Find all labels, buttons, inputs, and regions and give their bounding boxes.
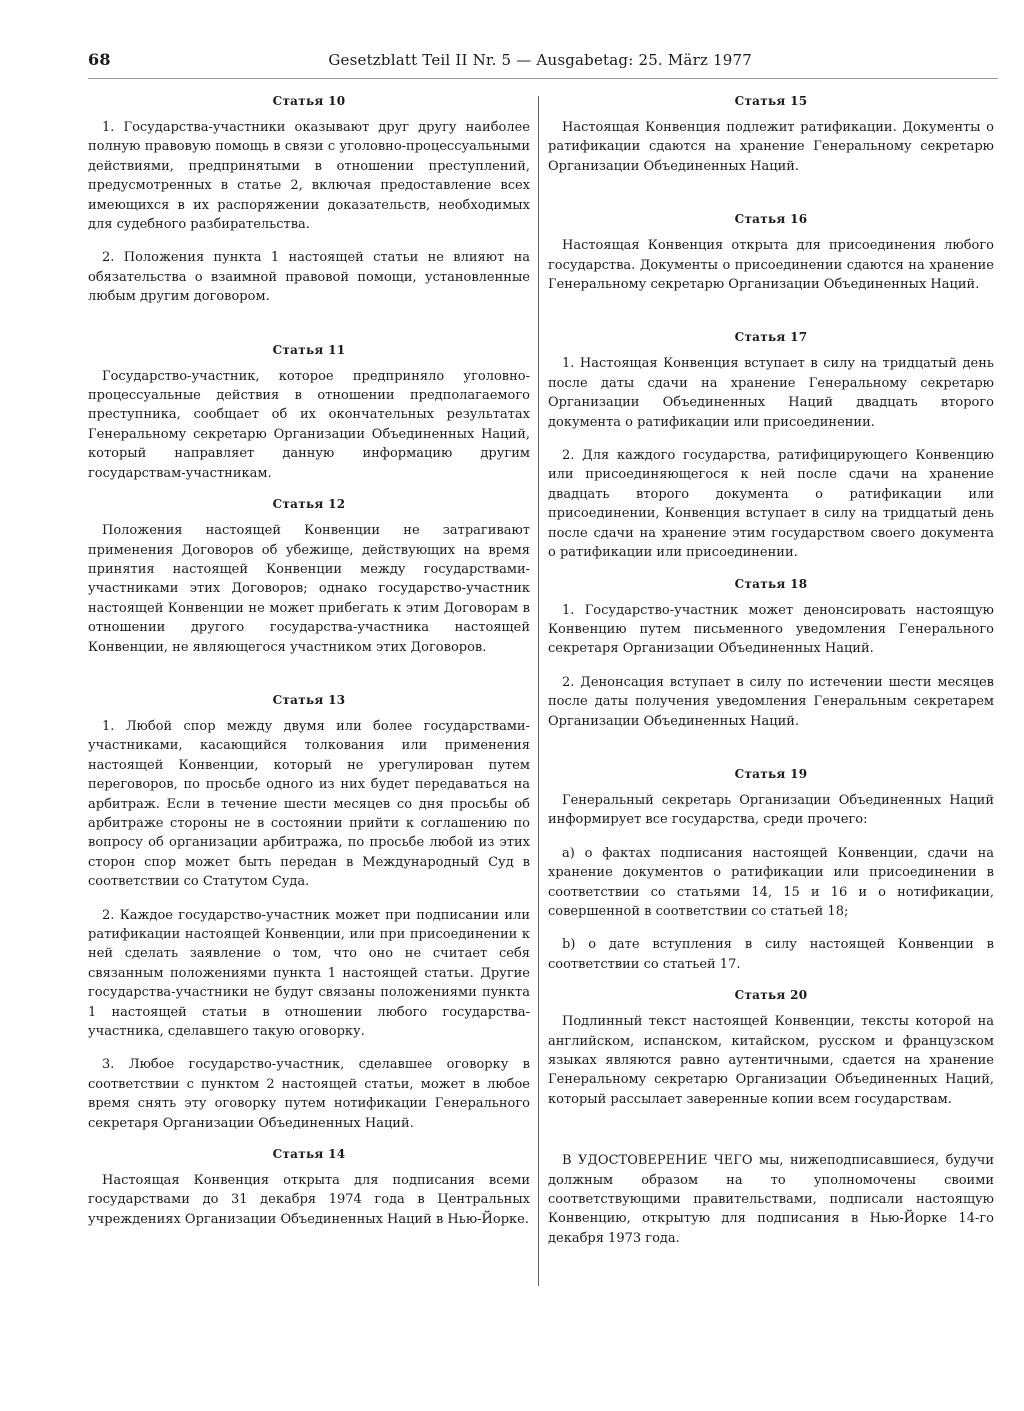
article-10-paragraph-2: 2. Положения пункта 1 настоящей статьи не влияют на обязательства о взаимной правовой помощи, установленные любым другим договором. [88,250,530,305]
article-19-title: Статья 19 [734,766,808,781]
article-13-paragraph-1: 1. Любой спор между двумя или более государствами-участниками, касающийся толкования или применения настоящей Конвенции, который не урегулирован путем переговоров, по просьбе одного из них будет передаваться на арбитраж. Если в течение шести месяцев со дня просьбы об арбитраже стороны не в состоянии прийти к соглашению по вопросу об организации арбитража, по просьбе любой из этих сторон спор может быть передан в Международный Суд в соответствии со Статутом Суда. [88,718,530,890]
article-18-paragraph-2: 2. Денонсация вступает в силу по истечении шести месяцев после даты получения уведомления Генеральным секретарем Организации Объединенных Наций. [548,674,994,729]
article-14-paragraph-1: Настоящая Конвенция открыта для подписания всеми государствами до 31 декабря 1974 года в Центральных учреждениях Организации Объединенных Наций в Нью-Йорке. [88,1173,530,1227]
article-10-paragraph-1: 1. Государства-участники оказывают друг другу наиболее полную правовую помощь в связи с уголовно-процессуальными действиями, предпринятыми в отношении преступлений, предусмотренных в статье 2, включая предоставление всех имеющихся в их распоряжении доказательств, необходимых для судебного разбирательства. [88,120,530,233]
article-13-paragraph-2: 2. Каждое государство-участник может при подписании или ратификации настоящей Конвенции, или при присоединении к ней сделать заявление о том, что оно не считает себя связанным положениями пункта 1 настоящей статьи. Другие государства-участники не будут связаны положениями пункта 1 настоящей статьи в отношении любого государства-участника, сделавшего такую оговорку. [88,907,530,1040]
closing-paragraph: В УДОСТОВЕРЕНИЕ ЧЕГО мы, нижеподписавшиеся, будучи должным образом на то уполномочены своими соответствующими правительствами, подписали настоящую Конвенцию, открытую для подписания в Нью-Йорке 14-го декабря 1973 года. [548,1153,994,1246]
article-20-title: Статья 20 [734,988,808,1003]
article-13-title: Статья 13 [272,692,346,707]
right-column [548,90,994,1262]
article-12-title: Статья 12 [272,497,346,512]
article-13-paragraph-3: 3. Любое государство-участник, сделавшее оговорку в соответствии с пунктом 2 настоящей статьи, может в любое время снять эту оговорку путем нотификации Генерального секретаря Организации Объединенных Наций. [88,1057,530,1131]
article-17-paragraph-1: 1. Настоящая Конвенция вступает в силу на тридцатый день после даты сдачи на хранение Генеральному секретарю Организации Объединенных Наций двадцать второго документа о ратификации или присоединении. [548,356,994,430]
article-15-paragraph-1: Настоящая Конвенция подлежит ратификации. Документы о ратификации сдаются на хранение Генеральному секретарю Организации Объединенных Наций. [548,120,994,174]
column-divider [538,96,539,1286]
article-20-paragraph-1: Подлинный текст настоящей Конвенции, тексты которой на английском, испанском, китайском, русском и французском языках являются равно аутентичными, сдается на хранение Генеральному секретарю Организации Объединенных Наций, который рассылает заверенные копии всем государствам. [548,1014,994,1107]
article-19-item-a: a) о фактах подписания настоящей Конвенции, сдачи на хранение документов о ратификации или присоединении в соответствии со статьями 14, 15 и 16 и о нотификации, совершенной в соответствии со статьей 18; [548,845,994,919]
header-rule [88,78,998,79]
article-18-paragraph-1: 1. Государство-участник может денонсировать настоящую Конвенцию путем письменного уведомления Генерального секретаря Организации Объединенных Наций. [548,602,994,657]
article-19-paragraph-1: Генеральный секретарь Организации Объединенных Наций информирует все государства, среди прочего: [548,792,994,828]
article-19-item-b: b) о дате вступления в силу настоящей Конвенции в соответствии со статьей 17. [548,937,994,972]
article-11-paragraph-1: Государство-участник, которое предприняло уголовно-процессуальные действия в отношении предполагаемого преступника, сообщает об их окончательных результатах Генеральному секретарю Организации Объединенных Наций, который направляет данную информацию другим государствам-участникам. [88,368,530,481]
article-11-title: Статья 11 [272,342,346,357]
article-17-paragraph-2: 2. Для каждого государства, ратифицирующего Конвенцию или присоединяющегося к ней после сдачи на хранение двадцать второго документа о ратификации или присоединении, Конвенция вступает в силу на тридцатый день после сдачи на хранение этим государством своего документа о ратификации или присоединении. [548,448,994,561]
article-14-title: Статья 14 [272,1147,346,1162]
header-title: Gesetzblatt Teil II Nr. 5 — Ausgabetag: 25. März 1977 [328,51,752,69]
article-17-title: Статья 17 [734,330,808,345]
page-header [88,50,752,74]
article-18-title: Статья 18 [734,576,808,591]
article-12-paragraph-1: Положения настоящей Конвенции не затрагивают применения Договоров об убежище, действующих на время принятия настоящей Конвенции между государствами-участниками этих Договоров; однако государство-участник настоящей Конвенции не может прибегать к этим Договорам в отношении другого государства-участника настоящей Конвенции, не являющегося участником этих Договоров. [88,523,530,655]
left-column [88,90,530,1243]
article-10-title: Статья 10 [272,94,346,108]
article-16-title: Статья 16 [734,212,808,227]
page-number: 68 [88,50,111,69]
article-15-title: Статья 15 [734,94,808,108]
article-16-paragraph-1: Настоящая Конвенция открыта для присоединения любого государства. Документы о присоединении сдаются на хранение Генеральному секретарю Организации Объединенных Наций. [548,238,994,293]
